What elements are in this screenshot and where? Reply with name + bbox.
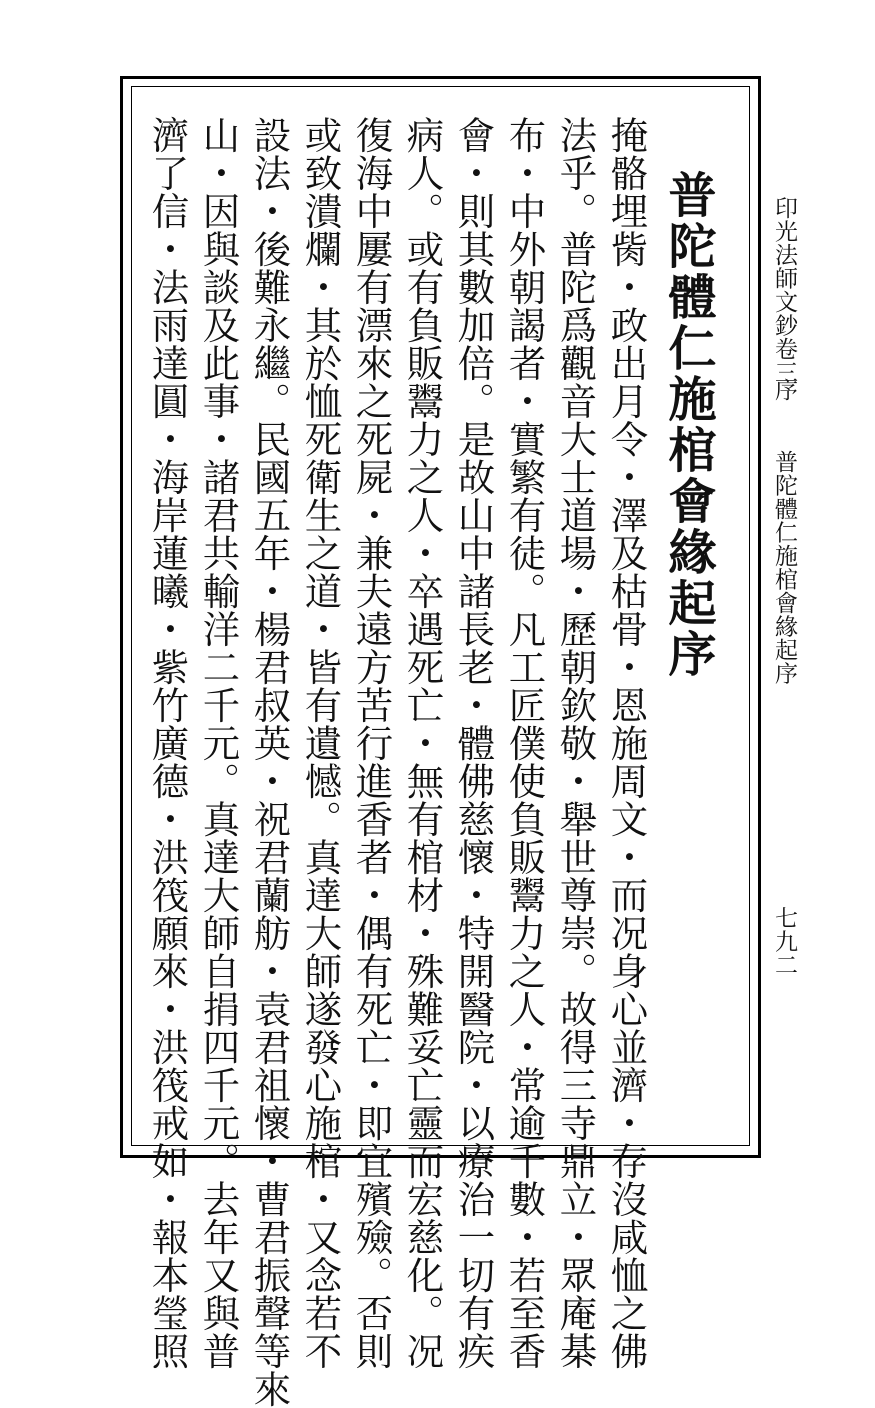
text-column-8: 設法・後難永繼。民國五年・楊君叔英・祝君蘭舫・袁君祖懷・曹君振聲等來 (247, 116, 292, 1408)
running-header-book: 印光法師文鈔卷三 (771, 196, 797, 384)
running-header-section: 序 (771, 378, 797, 402)
text-column-10: 濟了信・法雨達圓・海岸蓮曦・紫竹廣德・洪筏願來・洪筏戒如・報本瑩照 (145, 116, 190, 1370)
text-column-3: 布・中外朝謁者・實繁有徒。凡工匠僕使負販鬻力之人・常逾千數・若至香 (502, 116, 547, 1370)
text-column-1: 掩骼埋胔・政出月令・澤及枯骨・恩施周文・而况身心並濟・存沒咸恤之佛 (604, 116, 649, 1370)
text-column-9: 山・因與談及此事・諸君共輸洋二千元。真達大師自捐四千元。去年又與普 (196, 116, 241, 1370)
text-column-5: 病人。或有負販鬻力之人・卒遇死亡・無有棺材・殊難妥亡靈而宏慈化。况 (400, 116, 445, 1370)
text-column-6: 復海中屢有漂來之死屍・兼夫遠方苦行進香者・偶有死亡・即宜殯殮。否則 (349, 116, 394, 1370)
text-column-7: 或致潰爛・其於恤死衛生之道・皆有遺憾。真達大師遂發心施棺・又念若不 (298, 116, 343, 1370)
essay-title: 普陀體仁施棺會緣起序 (660, 170, 716, 680)
text-column-4: 會・則其數加倍。是故山中諸長老・體佛慈懷・特開醫院・以療治一切有疾 (451, 116, 496, 1370)
running-header-title: 普陀體仁施棺會緣起序 (771, 450, 797, 685)
page-number: 七九二 (771, 906, 797, 977)
text-column-2: 法乎。普陀爲觀音大士道場・歷朝欽敬・舉世尊崇。故得三寺鼎立・眾庵棊 (553, 116, 598, 1370)
